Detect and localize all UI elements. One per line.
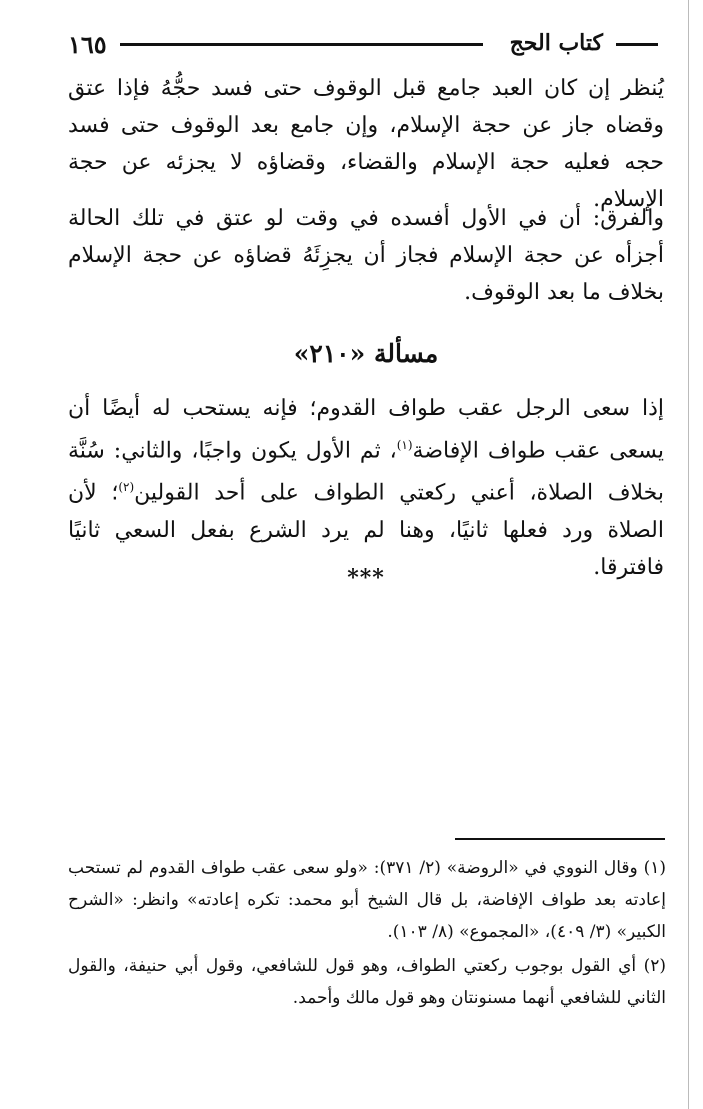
running-head: كتاب الحج bbox=[509, 30, 603, 56]
footnote-ref-2: (٢) bbox=[118, 480, 135, 495]
header-rule-short bbox=[616, 43, 658, 46]
footnote-1: (١) وقال النووي في «الروضة» (٢/ ٣٧١): «ولو سعى عقب طواف القدوم لم تستحب إعادته بعد طواف الإفاضة، بل قال الشيخ أبو محمد: تكره إعادته» وانظر: «الشرح الكبير» (٣/ ٤٠٩)، «المجموع» (٨/ ١٠٣). bbox=[68, 858, 666, 942]
page-edge-line bbox=[688, 0, 689, 1109]
footnote-rule bbox=[455, 838, 665, 840]
masala-paragraph bbox=[68, 390, 664, 586]
masala-text-part-3: ؛ لأن الصلاة ورد فعلها ثانيًا، وهنا لم يرد الشرع بفعل السعي ثانيًا فافترقا. bbox=[68, 480, 664, 580]
paragraph-2: والفرق: أن في الأول أفسده في وقت لو عتق في تلك الحالة أجزأه عن حجة الإسلام فجاز أن يجزِئَهُ قضاؤه عن حجة الإسلام بخلاف ما بعد الوقوف. bbox=[68, 206, 664, 305]
footnote-ref-1: (١) bbox=[396, 438, 413, 452]
masala-title: مسألة «٢١٠» bbox=[293, 339, 439, 368]
page-number: ١٦٥ bbox=[68, 30, 107, 59]
masala-text-part-2: ، ثم الأول يكون واجبًا، والثاني: سُنَّة بخلاف الصلاة، أعني ركعتي الطواف على أحد القولين bbox=[68, 438, 664, 506]
section-separator: *** bbox=[347, 565, 385, 591]
footnotes bbox=[68, 852, 666, 1016]
header-rule bbox=[120, 43, 483, 46]
page-header bbox=[58, 30, 658, 60]
masala-text-part-1: إذا سعى الرجل عقب طواف القدوم؛ فإنه يستحب له أيضًا أن يسعى عقب طواف الإفاضة bbox=[68, 396, 664, 464]
paragraph-1: يُنظر إن كان العبد جامع قبل الوقوف حتى فسد حجُّهُ فإذا عتق وقضاه جاز عن حجة الإسلام، وإن جامع بعد الوقوف حتى فسد حجه فعليه حجة الإسلام والقضاء، وقضاؤه لا يجزئه عن حجة الإسلام. bbox=[68, 76, 664, 212]
footnote-2: (٢) أي القول بوجوب ركعتي الطواف، وهو قول للشافعي، وقول أبي حنيفة، والقول الثاني للشافعي أنهما مسنونتان وهو قول مالك وأحمد. bbox=[68, 956, 666, 1008]
